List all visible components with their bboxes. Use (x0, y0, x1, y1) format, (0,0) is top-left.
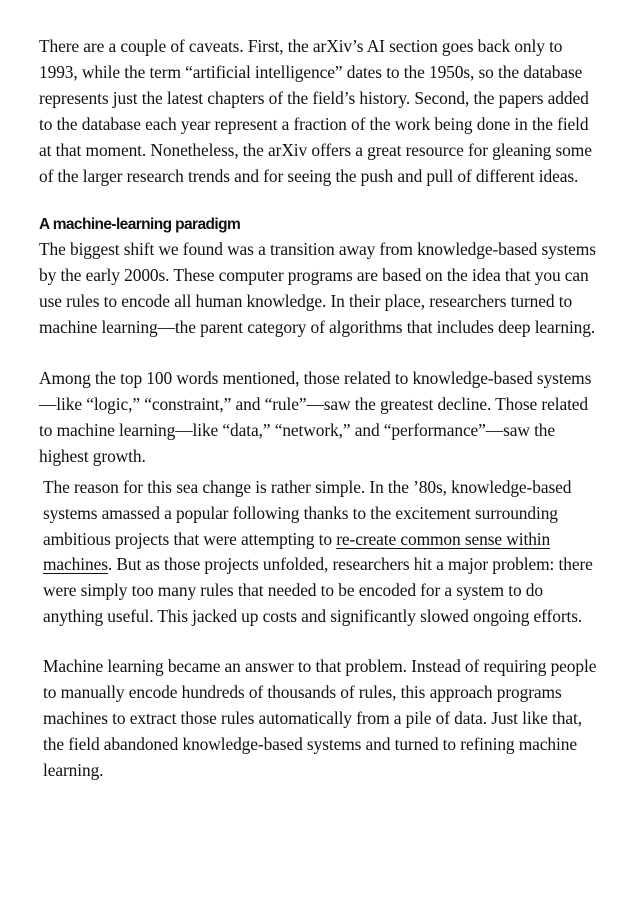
common-sense-link[interactable]: re-create common sense within machines (43, 528, 551, 575)
paragraph-ml-answer: Machine learning became an answer to that problem. Instead of requiring people to manually encode hundreds of thousands of rules, this approach programs machines to extract those rules automatically from a pile of data. Just like that, the field abandoned knowledge-based systems and turned to refining machine learning. (43, 656, 597, 780)
sea-change-text-end: . But as those projects unfolded, researchers hit a major problem: there were simply too many rules that needed to be encoded for a system to do anything useful. This jacked up costs and significantly slowed ongoing efforts. (43, 554, 593, 627)
paragraph-sea-change (43, 475, 599, 630)
paragraph-top-words: Among the top 100 words mentioned, those related to knowledge-based systems—like “logic,” “constraint,” and “rule”—saw the greatest decline. Those related to machine learning—like “data,” “network,” and “performance”—saw the highest growth. (39, 368, 592, 466)
article-body (39, 34, 599, 784)
paragraph-caveats: There are a couple of caveats. First, the arXiv’s AI section goes back only to 1993, while the term “artificial intelligence” dates to the 1950s, so the database represents just the latest chapters of the field’s history. Second, the papers added to the database each year represent a fraction of the work being done in the field at that moment. Nonetheless, the arXiv offers a great resource for gleaning some of the larger research trends and for seeing the push and pull of different ideas. (39, 36, 592, 186)
paragraph-biggest-shift: The biggest shift we found was a transition away from knowledge-based systems by the early 2000s. These computer programs are based on the idea that you can use rules to encode all human knowledge. In their place, researchers turned to machine learning—the parent category of algorithms that includes deep learning. (39, 239, 596, 338)
section-heading: A machine-learning paradigm (39, 216, 241, 234)
sea-change-text-start: The reason for this sea change is rather simple. In the ’80s, knowledge-based systems amassed a popular following thanks to the excitement surrounding ambitious projects that were attempting to (43, 476, 572, 549)
